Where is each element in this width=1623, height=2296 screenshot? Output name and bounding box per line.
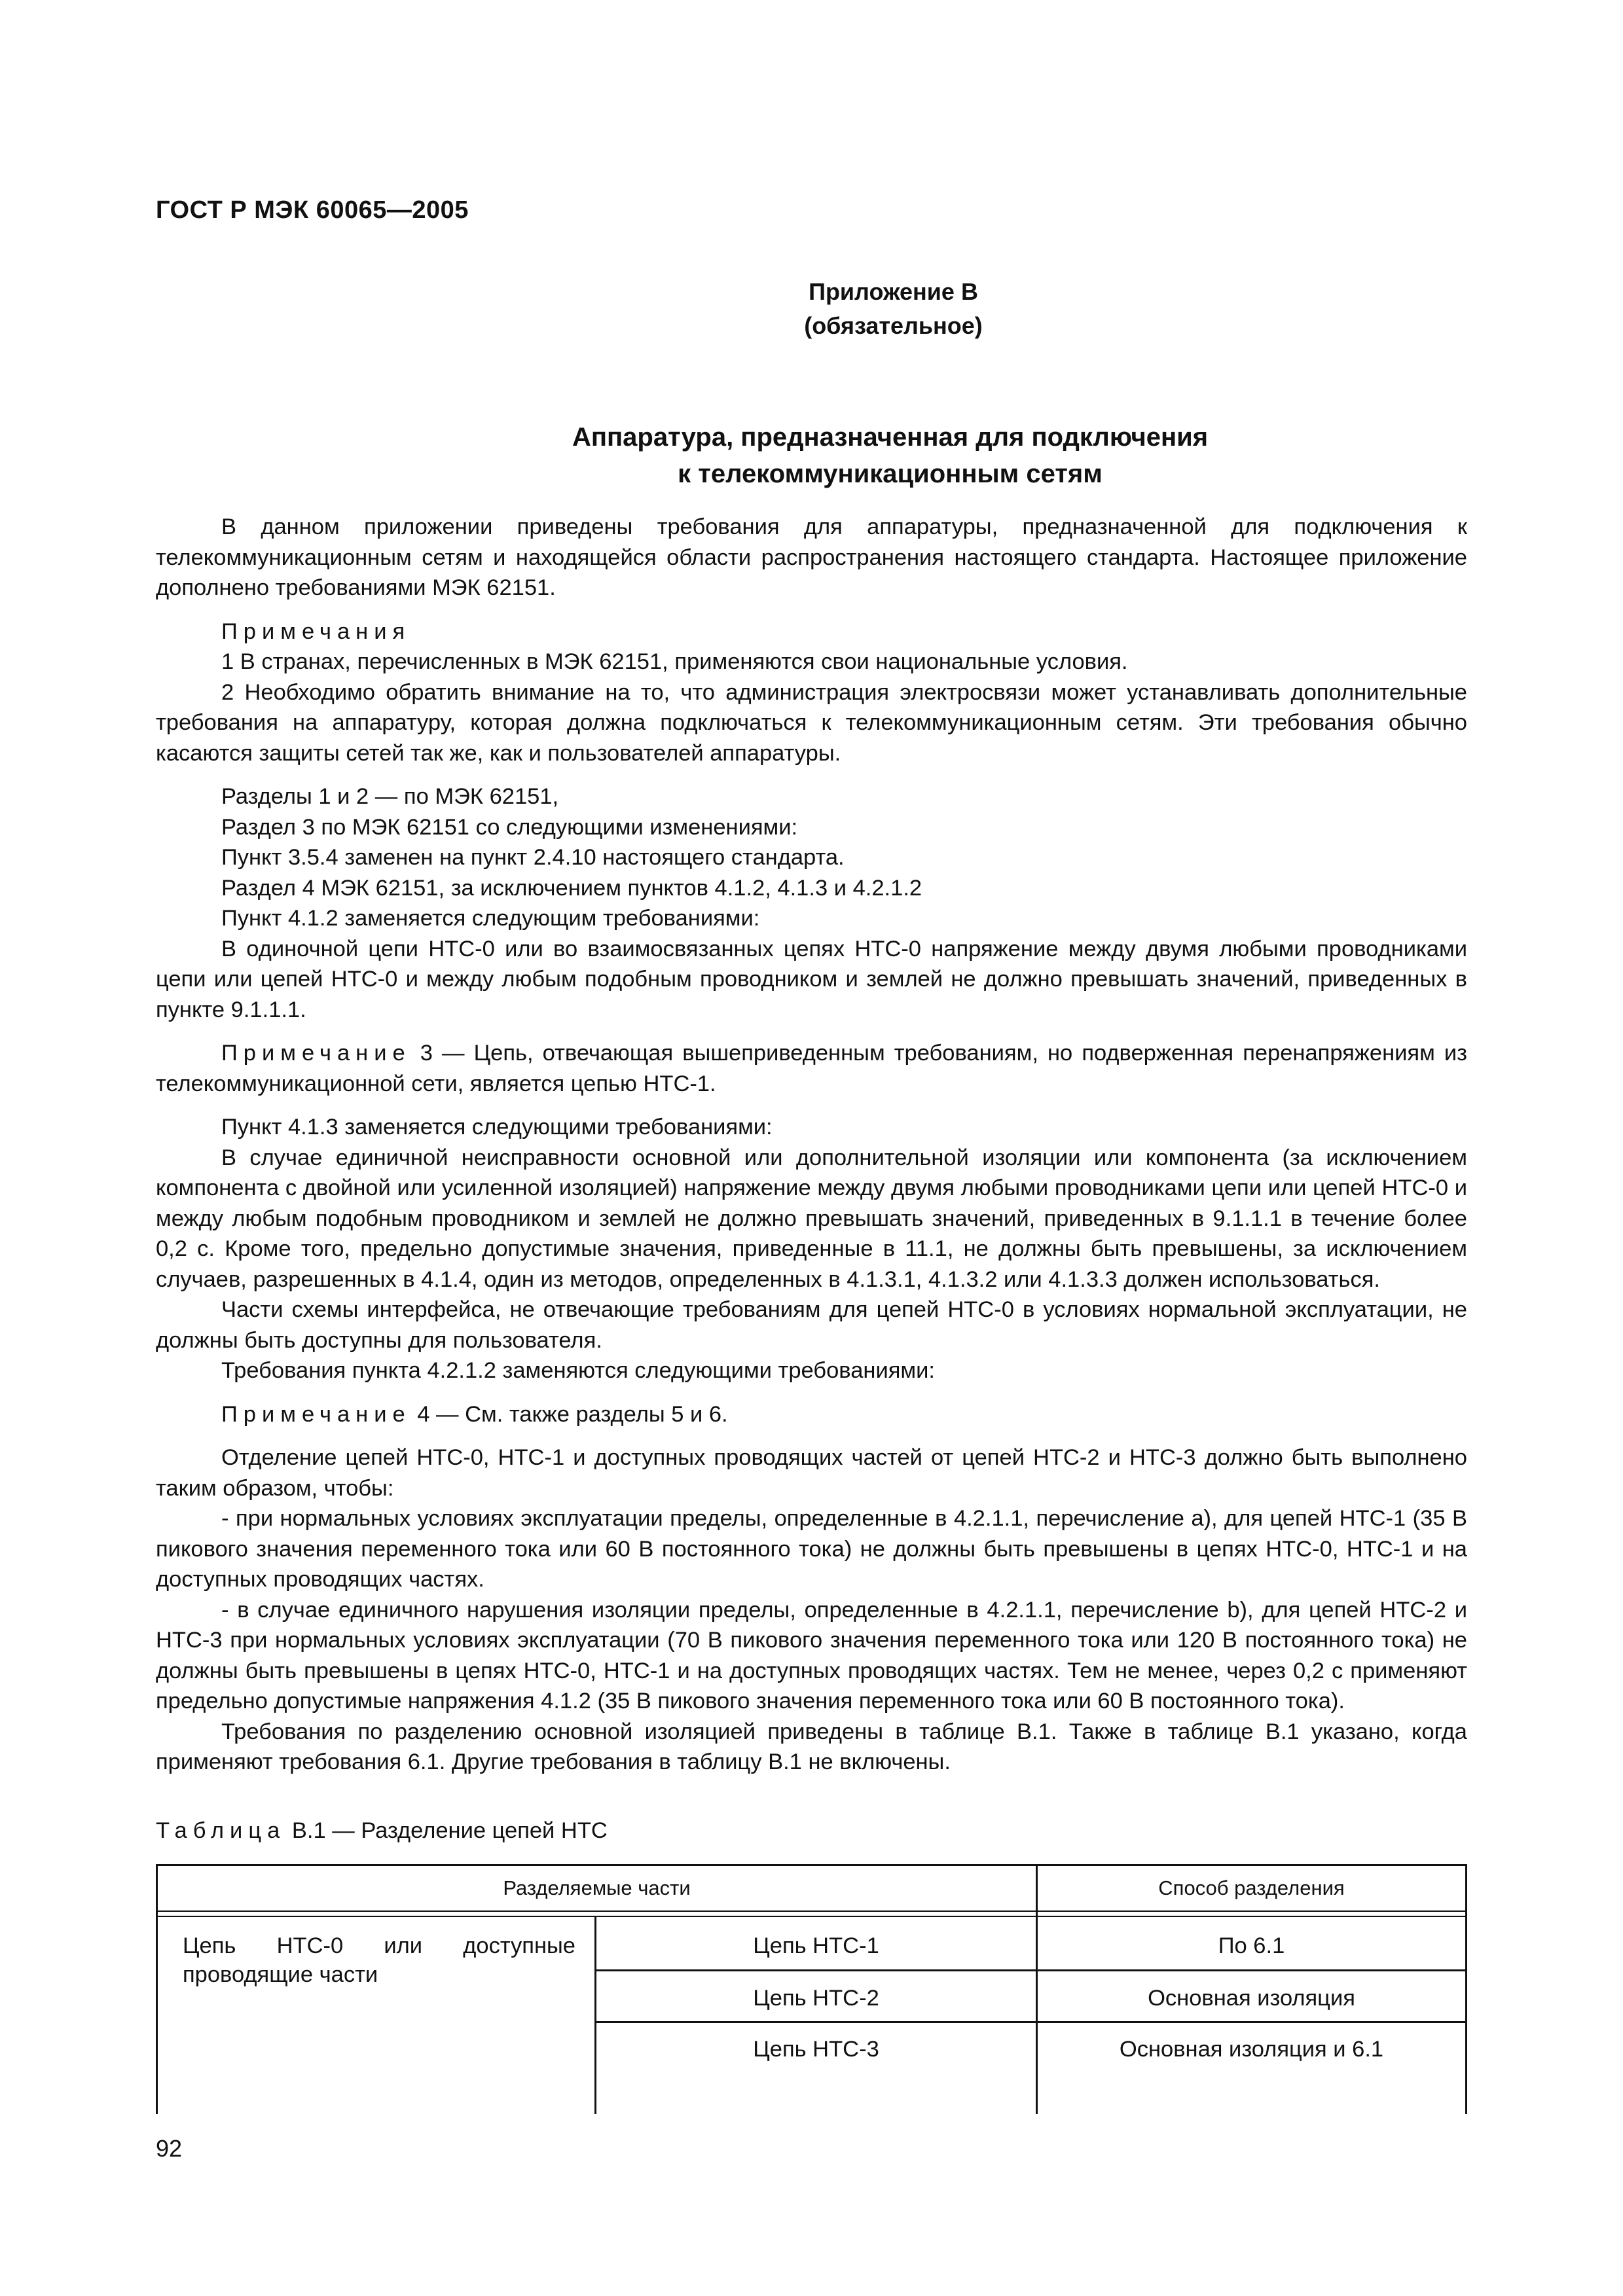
paragraph-4-1-3: В случае единичной неисправности основной или дополнительной изоляции или компонента (за исключением компонента с двойной или усиленной изоляцией) напряжение между двумя любыми проводниками цепи или цепей НТС-0 и между любым подобным проводником и землей не должно превышать значений, приведенных в 9.1.1.1 в течение более 0,2 с. Кроме того, предельно допустимые значения, приведенные в 11.1, не должны быть превышены, за исключением случаев, разрешенных в 4.1.4, один из методов, определенных в 4.1.3.1, 4.1.3.2 или 4.1.3.3 должен использоваться. [156, 1145, 1467, 1292]
annex-label: Приложение В [809, 278, 978, 305]
note-4-label: Примечание [221, 1401, 411, 1427]
note-1: 1 В странах, перечисленных в МЭК 62151, применяются свои национальные условия. [221, 649, 1128, 674]
row-divider [594, 2021, 1465, 2023]
item-3-5-4: Пункт 3.5.4 заменен на пункт 2.4.10 настоящего стандарта. [221, 845, 845, 870]
bullet-2: - в случае единичного нарушения изоляции пределы, определенные в 4.2.1.1, перечисление b), для цепей НТС-2 и НТС-3 при нормальных условиях эксплуатации (70 В пикового значения переменного тока или 120 В постоянного тока) не должны быть превышены в цепях НТС-0, НТС-1 и на доступных проводящих частях. Тем не менее, через 0,2 с применяют предельно допустимые напряжения 4.1.2 (35 В пикового значения переменного тока или 60 В постоянного тока). [156, 1597, 1467, 1713]
note-2: 2 Необходимо обратить внимание на то, что администрация электросвязи может устанавливать дополнительные требования на аппаратуру, которая должна подключаться к телекоммуникационным сетям. Эти требования обычно касаются защиты сетей так же, как и пользователей аппаратуры. [156, 679, 1467, 766]
note-4-text: 4 — См. также разделы 5 и 6. [410, 1401, 728, 1427]
annex-heading [0, 275, 1623, 343]
section-4: Раздел 4 МЭК 62151, за исключением пунктов 4.1.2, 4.1.3 и 4.2.1.2 [221, 875, 922, 901]
note-3 [156, 1038, 1467, 1099]
annex-title [0, 419, 1623, 492]
item-4-1-3: Пункт 4.1.3 заменяется следующими требованиями: [221, 1115, 773, 1139]
paragraph-table-reference: Требования по разделению основной изоляцией приведены в таблице В.1. Также в таблице В.1 указано, когда применяют требования 6.1. Другие требования в таблицу В.1 не включены. [156, 1719, 1467, 1774]
intro-paragraph: В данном приложении приведены требования для аппаратуры, предназначенной для подключения к телекоммуникационным сетям и находящейся области распространения настоящего стандарта. Настоящее приложение дополнено требованиями МЭК 62151. [156, 514, 1467, 600]
header-rule-double [158, 1916, 1465, 1917]
item-4-2-1-2: Требования пункта 4.2.1.2 заменяются следующими требованиями: [221, 1358, 935, 1383]
notes-heading: Примечания [221, 619, 411, 644]
note-3-text: 3 — Цепь, отвечающая вышеприведенным требованиям, но подверженная перенапряжениям из телекоммуникационной сети, является цепью НТС-1. [156, 1041, 1467, 1096]
paragraph-4-1-2: В одиночной цепи НТС-0 или во взаимосвязанных цепях НТС-0 напряжение между двумя любыми проводниками цепи или цепей НТС-0 и между любым подобным проводником и землей не должно превышать значений, приведенных в пункте 9.1.1.1. [156, 936, 1467, 1022]
note-4 [156, 1399, 1467, 1430]
table-cell-second-part: Цепь НТС-3 [753, 2037, 879, 2062]
document-code: ГОСТ Р МЭК 60065—2005 [156, 196, 469, 224]
table-cell-method: Основная изоляция [1148, 1986, 1355, 2011]
annex-status: (обязательное) [804, 312, 983, 339]
annex-title-line1: Аппаратура, предназначенная для подключения [572, 423, 1209, 452]
table-cell-second-part: Цепь НТС-1 [753, 1933, 879, 1958]
body-text [156, 512, 1467, 1778]
separation-table [156, 1864, 1467, 2114]
page-number: 92 [156, 2135, 183, 2162]
paragraph-interface: Части схемы интерфейса, не отвечающие требованиям для цепей НТС-0 в условиях нормальной эксплуатации, не должны быть доступны для пользователя. [156, 1297, 1467, 1353]
table-caption [156, 1818, 608, 1844]
table-header-parts: Разделяемые части [503, 1876, 691, 1899]
section-3: Раздел 3 по МЭК 62151 со следующими изменениями: [221, 814, 798, 840]
item-4-1-2: Пункт 4.1.2 заменяется следующим требованиями: [221, 906, 760, 931]
bullet-1: - при нормальных условиях эксплуатации пределы, определенные в 4.2.1.1, перечисление а), для цепей НТС-1 (35 В пикового значения переменного тока или 60 В постоянного тока) не должны быть превышены в цепях НТС-0, НТС-1 и на доступных проводящих частях. [156, 1506, 1467, 1592]
row-divider [594, 1969, 1465, 1971]
table-cell-second-part: Цепь НТС-2 [753, 1986, 879, 2011]
table-caption-text: В.1 — Разделение цепей НТС [285, 1818, 608, 1843]
note-3-label: Примечание [221, 1041, 411, 1066]
table-cell-method: По 6.1 [1218, 1933, 1285, 1958]
table-caption-label: Таблица [156, 1818, 286, 1843]
table-cell-first-part: Цепь НТС-0 или доступные проводящие части [183, 1933, 575, 1987]
paragraph-separation: Отделение цепей НТС-0, НТС-1 и доступных проводящих частей от цепей НТС-2 и НТС-3 должно быть выполнено таким образом, чтобы: [156, 1445, 1467, 1501]
annex-title-line2: к телекоммуникационным сетям [678, 459, 1103, 488]
header-rule [158, 1910, 1465, 1912]
table-header-method: Способ разделения [1158, 1876, 1345, 1899]
sections-1-2: Разделы 1 и 2 — по МЭК 62151, [221, 784, 559, 809]
table-cell-method: Основная изоляция и 6.1 [1119, 2037, 1384, 2062]
